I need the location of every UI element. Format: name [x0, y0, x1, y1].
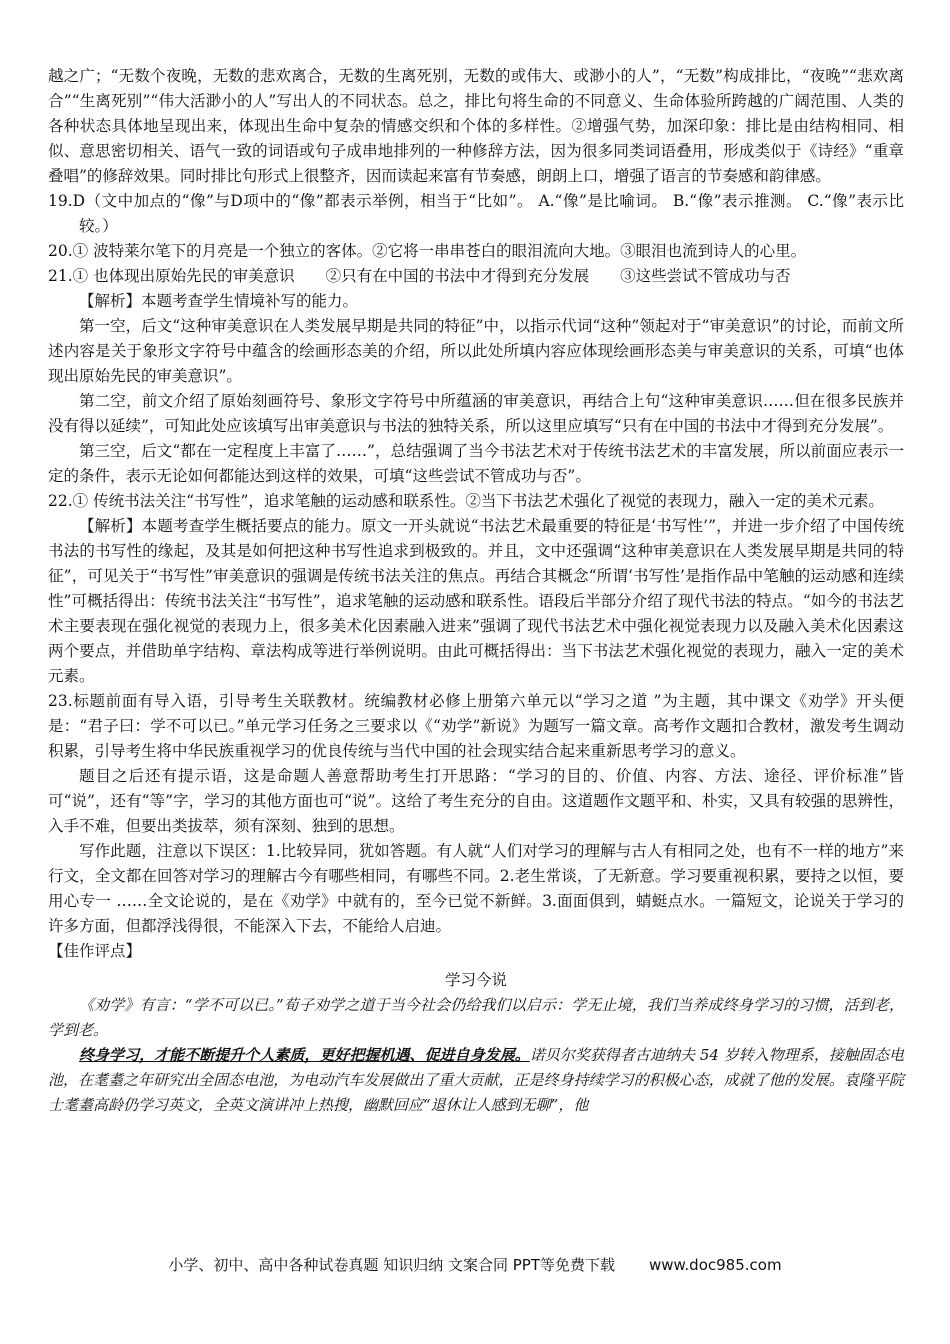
essay-topic-sentence: 终身学习，才能不断提升个人素质，更好把握机遇、促进自身发展。: [79, 1046, 530, 1064]
document-body: [48, 64, 904, 1118]
answer-21-analysis: 【解析】本题考查学生情境补写的能力。: [79, 292, 359, 310]
essay-title: 学习今说: [444, 971, 507, 989]
answer-21-blank-2: 第二空，前文介绍了原始刻画符号、象形文字符号中所蕴涵的审美意识，再结合上句“这种审美意识……但在很多民族并没有得以延续”，可知此处应该填写出审美意识与书法的独特关系，所以这里应填写“只有在中国的书法中才得到充分发展”。: [48, 392, 904, 435]
answer-22: 22.① 传统书法关注“书写性”，追求笔触的运动感和联系性。②当下书法艺术强化了视觉的表现力，融入一定的美术元素。: [48, 492, 884, 510]
answer-21-blank-3: 第三空，后文“都在一定程度上丰富了……”，总结强调了当今书法艺术对于传统书法艺术的丰富发展，所以前面应表示一定的条件，表示无论如何都能达到这样的效果，可填“这些尝试不管成功与否”。: [48, 442, 904, 485]
essay-paragraph-2: [48, 1043, 904, 1118]
answer-22-analysis: 【解析】本题考查学生概括要点的能力。原文一开头就说“书法艺术最重要的特征是‘书写性’”，并进一步介绍了中国传统书法的书写性的缘起，及其是如何把这种书写性追求到极致的。并且，文中还强调“这种审美意识在人类发展早期是共同的特征”，可见关于“书写性”审美意识的强调是传统书法关注的焦点。再结合其概念“所谓‘书写性’是指作品中笔触的运动感和连续性”可概括得出：传统书法关注“书写性”，追求笔触的运动感和联系性。语段后半部分介绍了现代书法的特点。“如今的书法艺术主要表现在强化视觉的表现力上，很多美术化因素融入进来”强调了现代书法艺术中强化视觉表现力以及融入美术化因素这两个要点，并借助单字结构、章法构成等进行举例说明。由此可概括得出：当下书法艺术强化视觉的表现力，融入一定的美术元素。: [48, 517, 904, 685]
paragraph-continuation: 越之广；“无数个夜晚，无数的悲欢离合，无数的生离死别，无数的或伟大、或渺小的人”，“无数”构成排比，“夜晚”“悲欢离合”“生离死别”“伟大活渺小的人”写出人的不同状态。总之，排比句将生命的不同意义、生命体验所跨越的广阔范围、人类的各种状态具体地呈现出来，体现出生命中复杂的情感交织和个体的多样性。②增强气势，加深印象：排比是由结构相同、相似、意思密切相关、语气一致的词语或句子成串地排列的一种修辞方法，因为很多同类词语叠用，形成类似于《诗经》“重章叠唱”的修辞效果。同时排比句形式上很整齐，因而读起来富有节奏感，朗朗上口，增强了语言的节奏感和韵律感。: [48, 67, 904, 185]
footer-site-link[interactable]: www.doc985.com: [648, 1256, 782, 1274]
model-essay-heading: 【佳作评点】: [48, 942, 142, 960]
answer-23-hint: 题目之后还有提示语，这是命题人善意帮助考生打开思路：“学习的目的、价值、内容、方法、途径、评价标准”皆可“说”，还有“等”字，学习的其他方面也可“说”。这给了考生充分的自由。这道题作文题平和、朴实，又具有较强的思辨性，入手不难，但要出类拔萃，须有深刻、独到的思想。: [48, 767, 904, 835]
answer-21: 21.① 也体现出原始先民的审美意识 ②只有在中国的书法中才得到充分发展 ③这些尝试不管成功与否: [48, 267, 791, 285]
answer-20: 20.① 波特莱尔笔下的月亮是一个独立的客体。②它将一串串苍白的眼泪流向大地。③眼泪也流到诗人的心里。: [48, 242, 807, 260]
answer-23: 23.标题前面有导入语，引导考生关联教材。统编教材必修上册第六单元以“学习之道 ”为主题，其中课文《劝学》开头便是：“君子曰：学不可以已。”单元学习任务之三要求以《“劝学”新说》为题写一篇文章。高考作文题扣合教材，激发考生调动积累，引导考生将中华民族重视学习的优良传统与当代中国的社会现实结合起来重新思考学习的意义。: [48, 692, 904, 760]
answer-23-pitfalls: 写作此题，注意以下误区：1.比较异同，犹如答题。有人就“人们对学习的理解与古人有相同之处，也有不一样的地方”来行文，全文都在回答对学习的理解古今有哪些相同，有哪些不同。2.老生常谈，了无新意。学习要重视积累，要持之以恒，要用心专一 ……全文论说的，是在《劝学》中就有的，至今已觉不新鲜。3.面面俱到，蜻蜓点水。一篇短文，论说关于学习的许多方面，但都浮浅得很，不能深入下去，不能给人启迪。: [48, 842, 904, 935]
essay-paragraph-1: 《劝学》有言：“学不可以已。”荀子劝学之道于当今社会仍给我们以启示：学无止境，我们当养成终身学习的习惯，活到老，学到老。: [48, 996, 904, 1039]
footer-text: 小学、初中、高中各种试卷真题 知识归纳 文案合同 PPT等免费下载: [168, 1256, 615, 1274]
essay-paragraph-2-body: 诺贝尔奖获得者古迪纳夫 54 岁转入物理系，接触固态电池，在耄耋之年研究出全固态电池，为电动汽车发展做出了重大贡献，正是终身持续学习的积极心态，成就了他的发展。袁隆平院士耄耋高龄仍学习英文，全英文演讲冲上热搜，幽默回应“退休让人感到无聊”，他: [48, 1046, 904, 1114]
answer-19: 19.D（文中加点的“像”与D项中的“像”都表示举例，相当于“比如”。 A.“像”是比喻词。 B.“像”表示推测。 C.“像”表示比较。）: [48, 192, 904, 235]
page-footer: [0, 1254, 950, 1275]
answer-21-blank-1: 第一空，后文“这种审美意识在人类发展早期是共同的特征”中，以指示代词“这种”领起对于“审美意识”的讨论，而前文所述内容是关于象形文字符号中蕴含的绘画形态美的介绍，所以此处所填内容应体现绘画形态美与审美意识的关系，可填“也体现出原始先民的审美意识”。: [48, 317, 904, 385]
